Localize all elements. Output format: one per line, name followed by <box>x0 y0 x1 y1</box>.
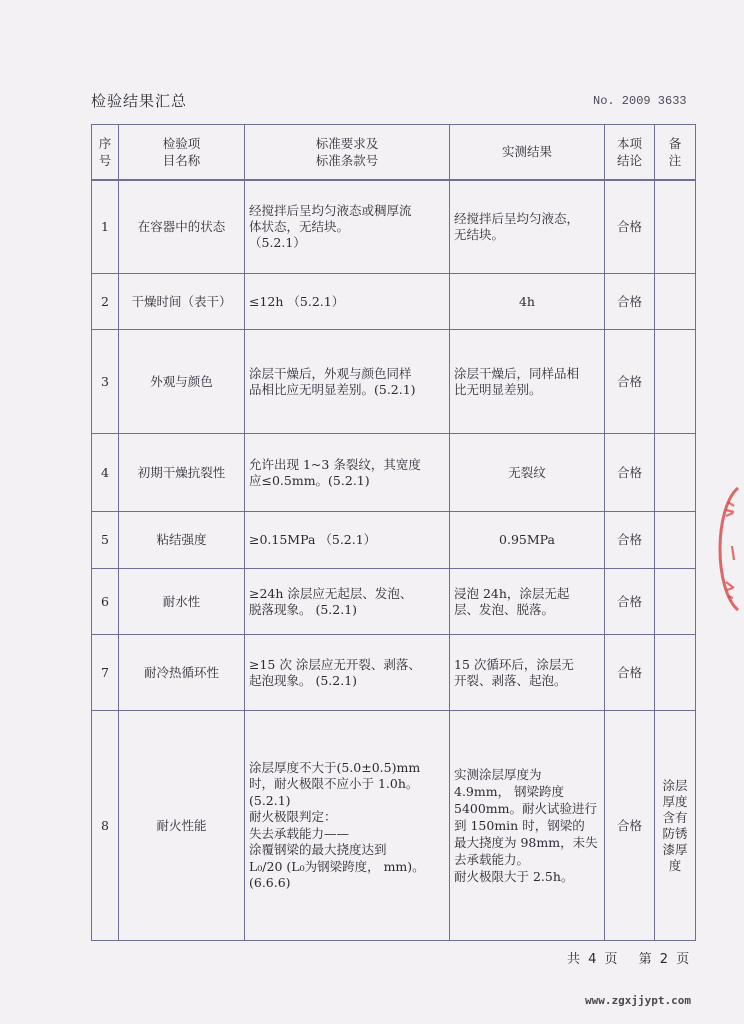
table-row <box>92 512 696 569</box>
conclusion: 合格 <box>605 434 655 512</box>
page-counter: 共 4 页 第 2 页 <box>567 952 690 967</box>
conclusion: 合格 <box>605 711 655 941</box>
header-remark: 备 注 <box>655 125 696 180</box>
row-number: 8 <box>92 711 119 941</box>
conclusion: 合格 <box>605 330 655 434</box>
item-name: 干燥时间（表干） <box>119 274 245 330</box>
table-row <box>92 434 696 512</box>
requirement: 涂层干燥后，外观与颜色同样 品相比应无明显差别。(5.2.1) <box>245 330 450 434</box>
item-name: 在容器中的状态 <box>119 180 245 274</box>
results-table <box>91 124 696 941</box>
header-requirement: 标准要求及 标准条款号 <box>245 125 450 180</box>
remark <box>655 330 696 434</box>
measured-result: 经搅拌后呈均匀液态， 无结块。 <box>450 180 605 274</box>
remark <box>655 274 696 330</box>
remark <box>655 569 696 635</box>
requirement: ≥24h 涂层应无起层、发泡、 脱落现象。 (5.2.1) <box>245 569 450 635</box>
requirement: 经搅拌后呈均匀液态或稠厚流 体状态，无结块。 （5.2.1） <box>245 180 450 274</box>
table-header-row <box>92 125 696 180</box>
conclusion: 合格 <box>605 512 655 569</box>
header-item: 检验项 目名称 <box>119 125 245 180</box>
requirement: 涂层厚度不大于(5.0±0.5)mm 时，耐火极限不应小于 1.0h。 (5.2.1) 耐火极限判定： 失去承载能力—— 涂覆钢梁的最大挠度达到 L₀/20 (L₀为钢梁跨度， mm)。 (6.6.6) <box>245 711 450 941</box>
measured-result: 浸泡 24h，涂层无起 层、发泡、脱落。 <box>450 569 605 635</box>
red-stamp-seal <box>712 484 740 614</box>
remark <box>655 635 696 711</box>
row-number: 1 <box>92 180 119 274</box>
header-conclusion: 本项 结论 <box>605 125 655 180</box>
measured-result: 4h <box>450 274 605 330</box>
item-name: 耐火性能 <box>119 711 245 941</box>
conclusion: 合格 <box>605 635 655 711</box>
page-title: 检验结果汇总 <box>91 92 188 110</box>
item-name: 初期干燥抗裂性 <box>119 434 245 512</box>
row-number: 6 <box>92 569 119 635</box>
report-number: No. 2009 3633 <box>593 94 687 108</box>
row-number: 4 <box>92 434 119 512</box>
row-number: 5 <box>92 512 119 569</box>
requirement: 允许出现 1~3 条裂纹，其宽度 应≤0.5mm。(5.2.1) <box>245 434 450 512</box>
measured-result: 实测涂层厚度为 4.9mm， 钢梁跨度 5400mm。耐火试验进行 到 150min 时，钢梁的 最大挠度为 98mm，未失 去承载能力。 耐火极限大于 2.5h。 <box>450 711 605 941</box>
row-number: 3 <box>92 330 119 434</box>
remark: 涂层厚度含有防锈漆厚度 <box>655 711 696 941</box>
row-number: 7 <box>92 635 119 711</box>
item-name: 外观与颜色 <box>119 330 245 434</box>
remark <box>655 512 696 569</box>
table-row <box>92 330 696 434</box>
item-name: 粘结强度 <box>119 512 245 569</box>
table-row <box>92 635 696 711</box>
requirement: ≥0.15MPa （5.2.1） <box>245 512 450 569</box>
conclusion: 合格 <box>605 180 655 274</box>
requirement: ≥15 次 涂层应无开裂、剥落、 起泡现象。 (5.2.1) <box>245 635 450 711</box>
table-row <box>92 274 696 330</box>
header-no: 序 号 <box>92 125 119 180</box>
table-row <box>92 180 696 274</box>
item-name: 耐冷热循环性 <box>119 635 245 711</box>
header-result: 实测结果 <box>450 125 605 180</box>
conclusion: 合格 <box>605 274 655 330</box>
row-number: 2 <box>92 274 119 330</box>
remark <box>655 180 696 274</box>
measured-result: 无裂纹 <box>450 434 605 512</box>
item-name: 耐水性 <box>119 569 245 635</box>
conclusion: 合格 <box>605 569 655 635</box>
remark <box>655 434 696 512</box>
watermark: www.zgxjjypt.com <box>585 994 691 1007</box>
table-row <box>92 569 696 635</box>
requirement: ≤12h （5.2.1） <box>245 274 450 330</box>
table-row <box>92 711 696 941</box>
measured-result: 0.95MPa <box>450 512 605 569</box>
measured-result: 涂层干燥后，同样品相 比无明显差别。 <box>450 330 605 434</box>
measured-result: 15 次循环后，涂层无 开裂、剥落、起泡。 <box>450 635 605 711</box>
